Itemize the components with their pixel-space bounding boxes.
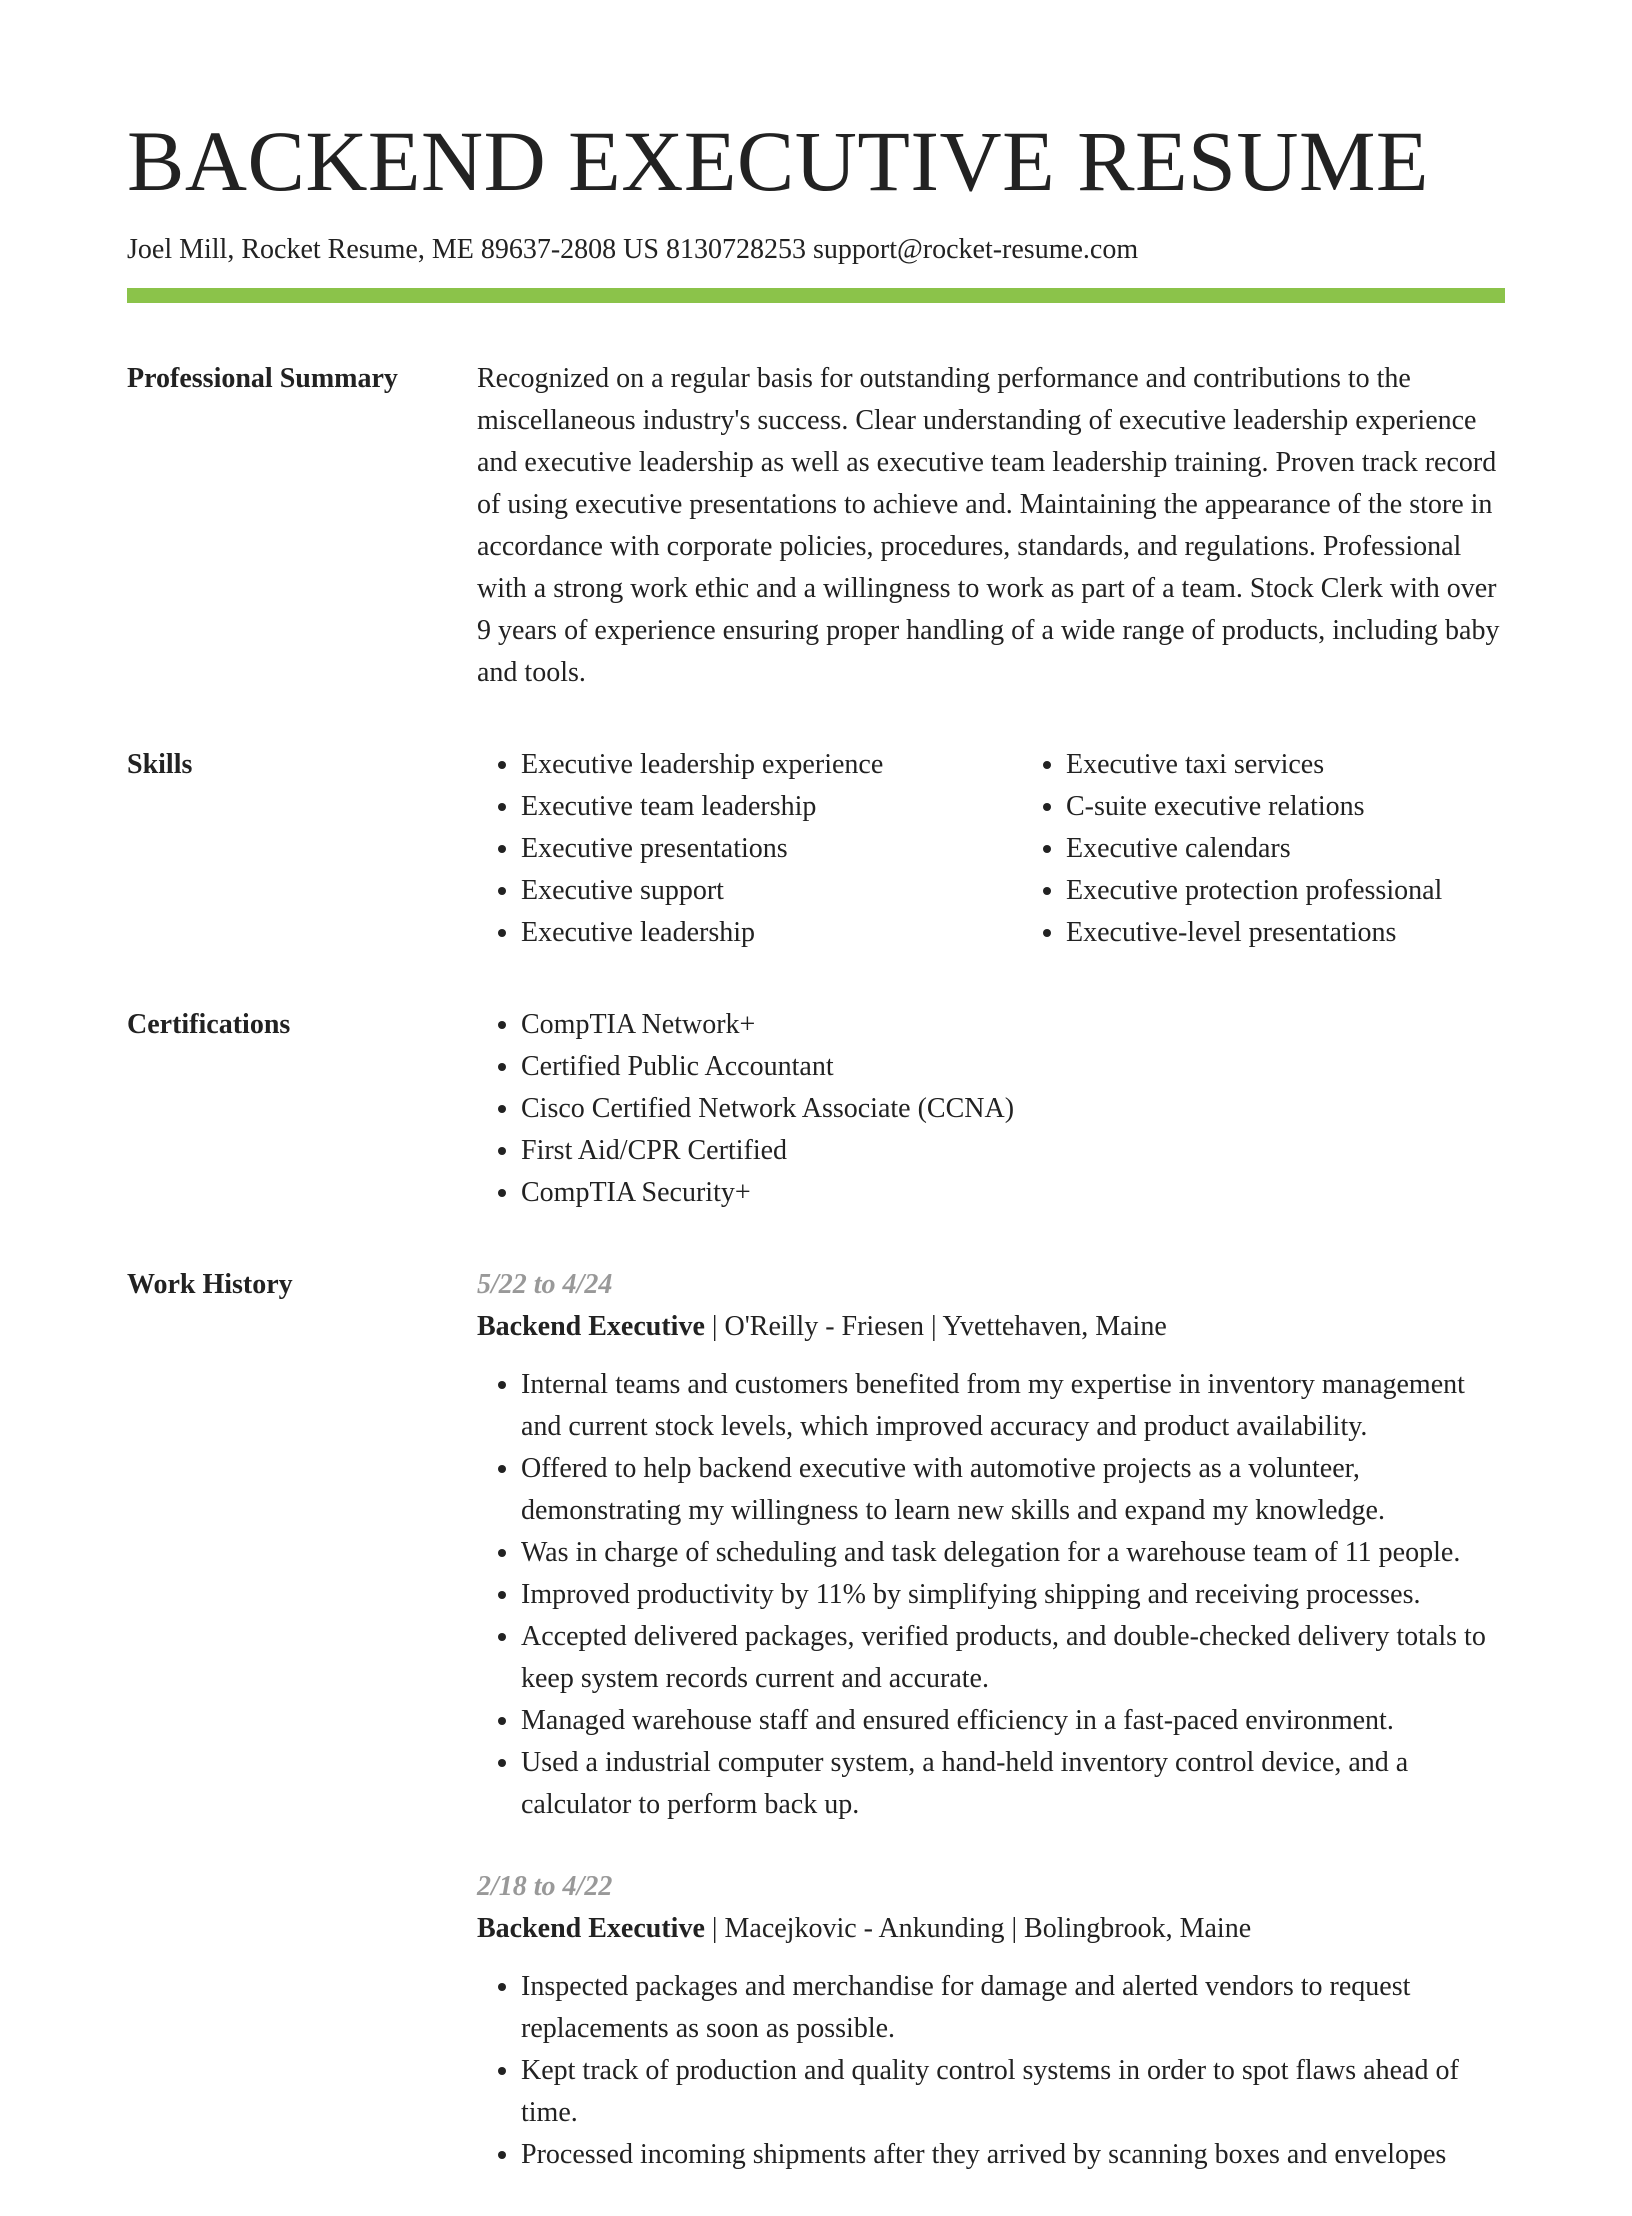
certification-item: • First Aid/CPR Certified [521, 1130, 1505, 1172]
certifications-list [477, 1004, 1505, 1214]
certifications-body [477, 1004, 1505, 1214]
certification-item: • CompTIA Security+ [521, 1172, 1505, 1214]
job-employer-location: | Macejkovic - Ankunding | Bolingbrook, Maine [704, 1913, 1252, 1944]
certification-item: • Certified Public Accountant [521, 1046, 1505, 1088]
skills-grid [477, 744, 1567, 954]
job-bullet: • Managed warehouse staff and ensured efficiency in a fast-paced environment. [521, 1700, 1505, 1742]
summary-section [127, 358, 1505, 694]
skill-item: • Executive protection professional [1066, 870, 1567, 912]
skill-item: • Executive presentations [521, 828, 1022, 870]
job-bullet: • Kept track of production and quality control systems in order to spot flaws ahead of time. [521, 2050, 1505, 2134]
certification-item: • Cisco Certified Network Associate (CCNA) [521, 1088, 1505, 1130]
job-entry [477, 1264, 1505, 1826]
certifications-section [127, 1004, 1505, 1214]
job-bullet: • Internal teams and customers benefited from my expertise in inventory management and current stock levels, which improved accuracy and product availability. [521, 1364, 1505, 1448]
job-bullet: • Inspected packages and merchandise for damage and alerted vendors to request replacements as soon as possible. [521, 1966, 1505, 2050]
section-label-skills: Skills [127, 749, 193, 780]
contact-line: Joel Mill, Rocket Resume, ME 89637-2808 US 8130728253 support@rocket-resume.com [127, 234, 1139, 265]
job-bullet: • Used a industrial computer system, a hand-held inventory control device, and a calculator to perform back up. [521, 1742, 1505, 1826]
skill-item: • C-suite executive relations [1066, 786, 1567, 828]
skill-item: • Executive-level presentations [1066, 912, 1567, 954]
section-label-certifications: Certifications [127, 1009, 291, 1040]
job-bullets [477, 1364, 1505, 1826]
skill-item: • Executive calendars [1066, 828, 1567, 870]
job-title: Backend Executive [477, 1311, 705, 1342]
job-bullet: • Accepted delivered packages, verified products, and double-checked delivery totals to keep system records current and accurate. [521, 1616, 1505, 1700]
skills-column-2 [1022, 744, 1567, 954]
skills-section [127, 744, 1505, 954]
accent-divider [127, 288, 1505, 303]
resume-title: BACKEND EXECUTIVE RESUME [127, 113, 1429, 209]
work-history-body [477, 1264, 1505, 2216]
section-label-work-history: Work History [127, 1269, 293, 1300]
certification-item: • CompTIA Network+ [521, 1004, 1505, 1046]
skill-item: • Executive taxi services [1066, 744, 1567, 786]
job-employer-location: | O'Reilly - Friesen | Yvettehaven, Maine [704, 1311, 1167, 1342]
job-bullets [477, 1966, 1505, 2176]
job-bullet: • Offered to help backend executive with automotive projects as a volunteer, demonstrating my willingness to learn new skills and expand my knowledge. [521, 1448, 1505, 1532]
work-history-section [127, 1264, 1505, 2216]
job-bullet: • Processed incoming shipments after they arrived by scanning boxes and envelopes [521, 2134, 1505, 2176]
job-dates: 2/18 to 4/22 [477, 1871, 613, 1902]
job-dates: 5/22 to 4/24 [477, 1269, 613, 1300]
job-entry [477, 1866, 1505, 2176]
job-bullet: • Improved productivity by 11% by simplifying shipping and receiving processes. [521, 1574, 1505, 1616]
skill-item: • Executive support [521, 870, 1022, 912]
section-label-summary: Professional Summary [127, 363, 398, 394]
summary-body [477, 358, 1505, 694]
skill-item: • Executive leadership experience [521, 744, 1022, 786]
summary-text: Recognized on a regular basis for outstanding performance and contributions to the miscellaneous industry's success. Clear understanding of executive leadership experience and executive leadership as well as executive team leadership training. Proven track record of using executive presentations to achieve and. Maintaining the appearance of the store in accordance with corporate policies, procedures, standards, and regulations. Professional with a strong work ethic and a willingness to work as part of a team. Stock Clerk with over 9 years of experience ensuring proper handling of a wide range of products, including baby and tools. [477, 363, 1500, 688]
job-bullet: • Was in charge of scheduling and task delegation for a warehouse team of 11 people. [521, 1532, 1505, 1574]
job-title-line [477, 1908, 1505, 1950]
skills-column-1 [477, 744, 1022, 954]
job-title: Backend Executive [477, 1913, 705, 1944]
skill-item: • Executive leadership [521, 912, 1022, 954]
skill-item: • Executive team leadership [521, 786, 1022, 828]
job-title-line [477, 1306, 1505, 1348]
